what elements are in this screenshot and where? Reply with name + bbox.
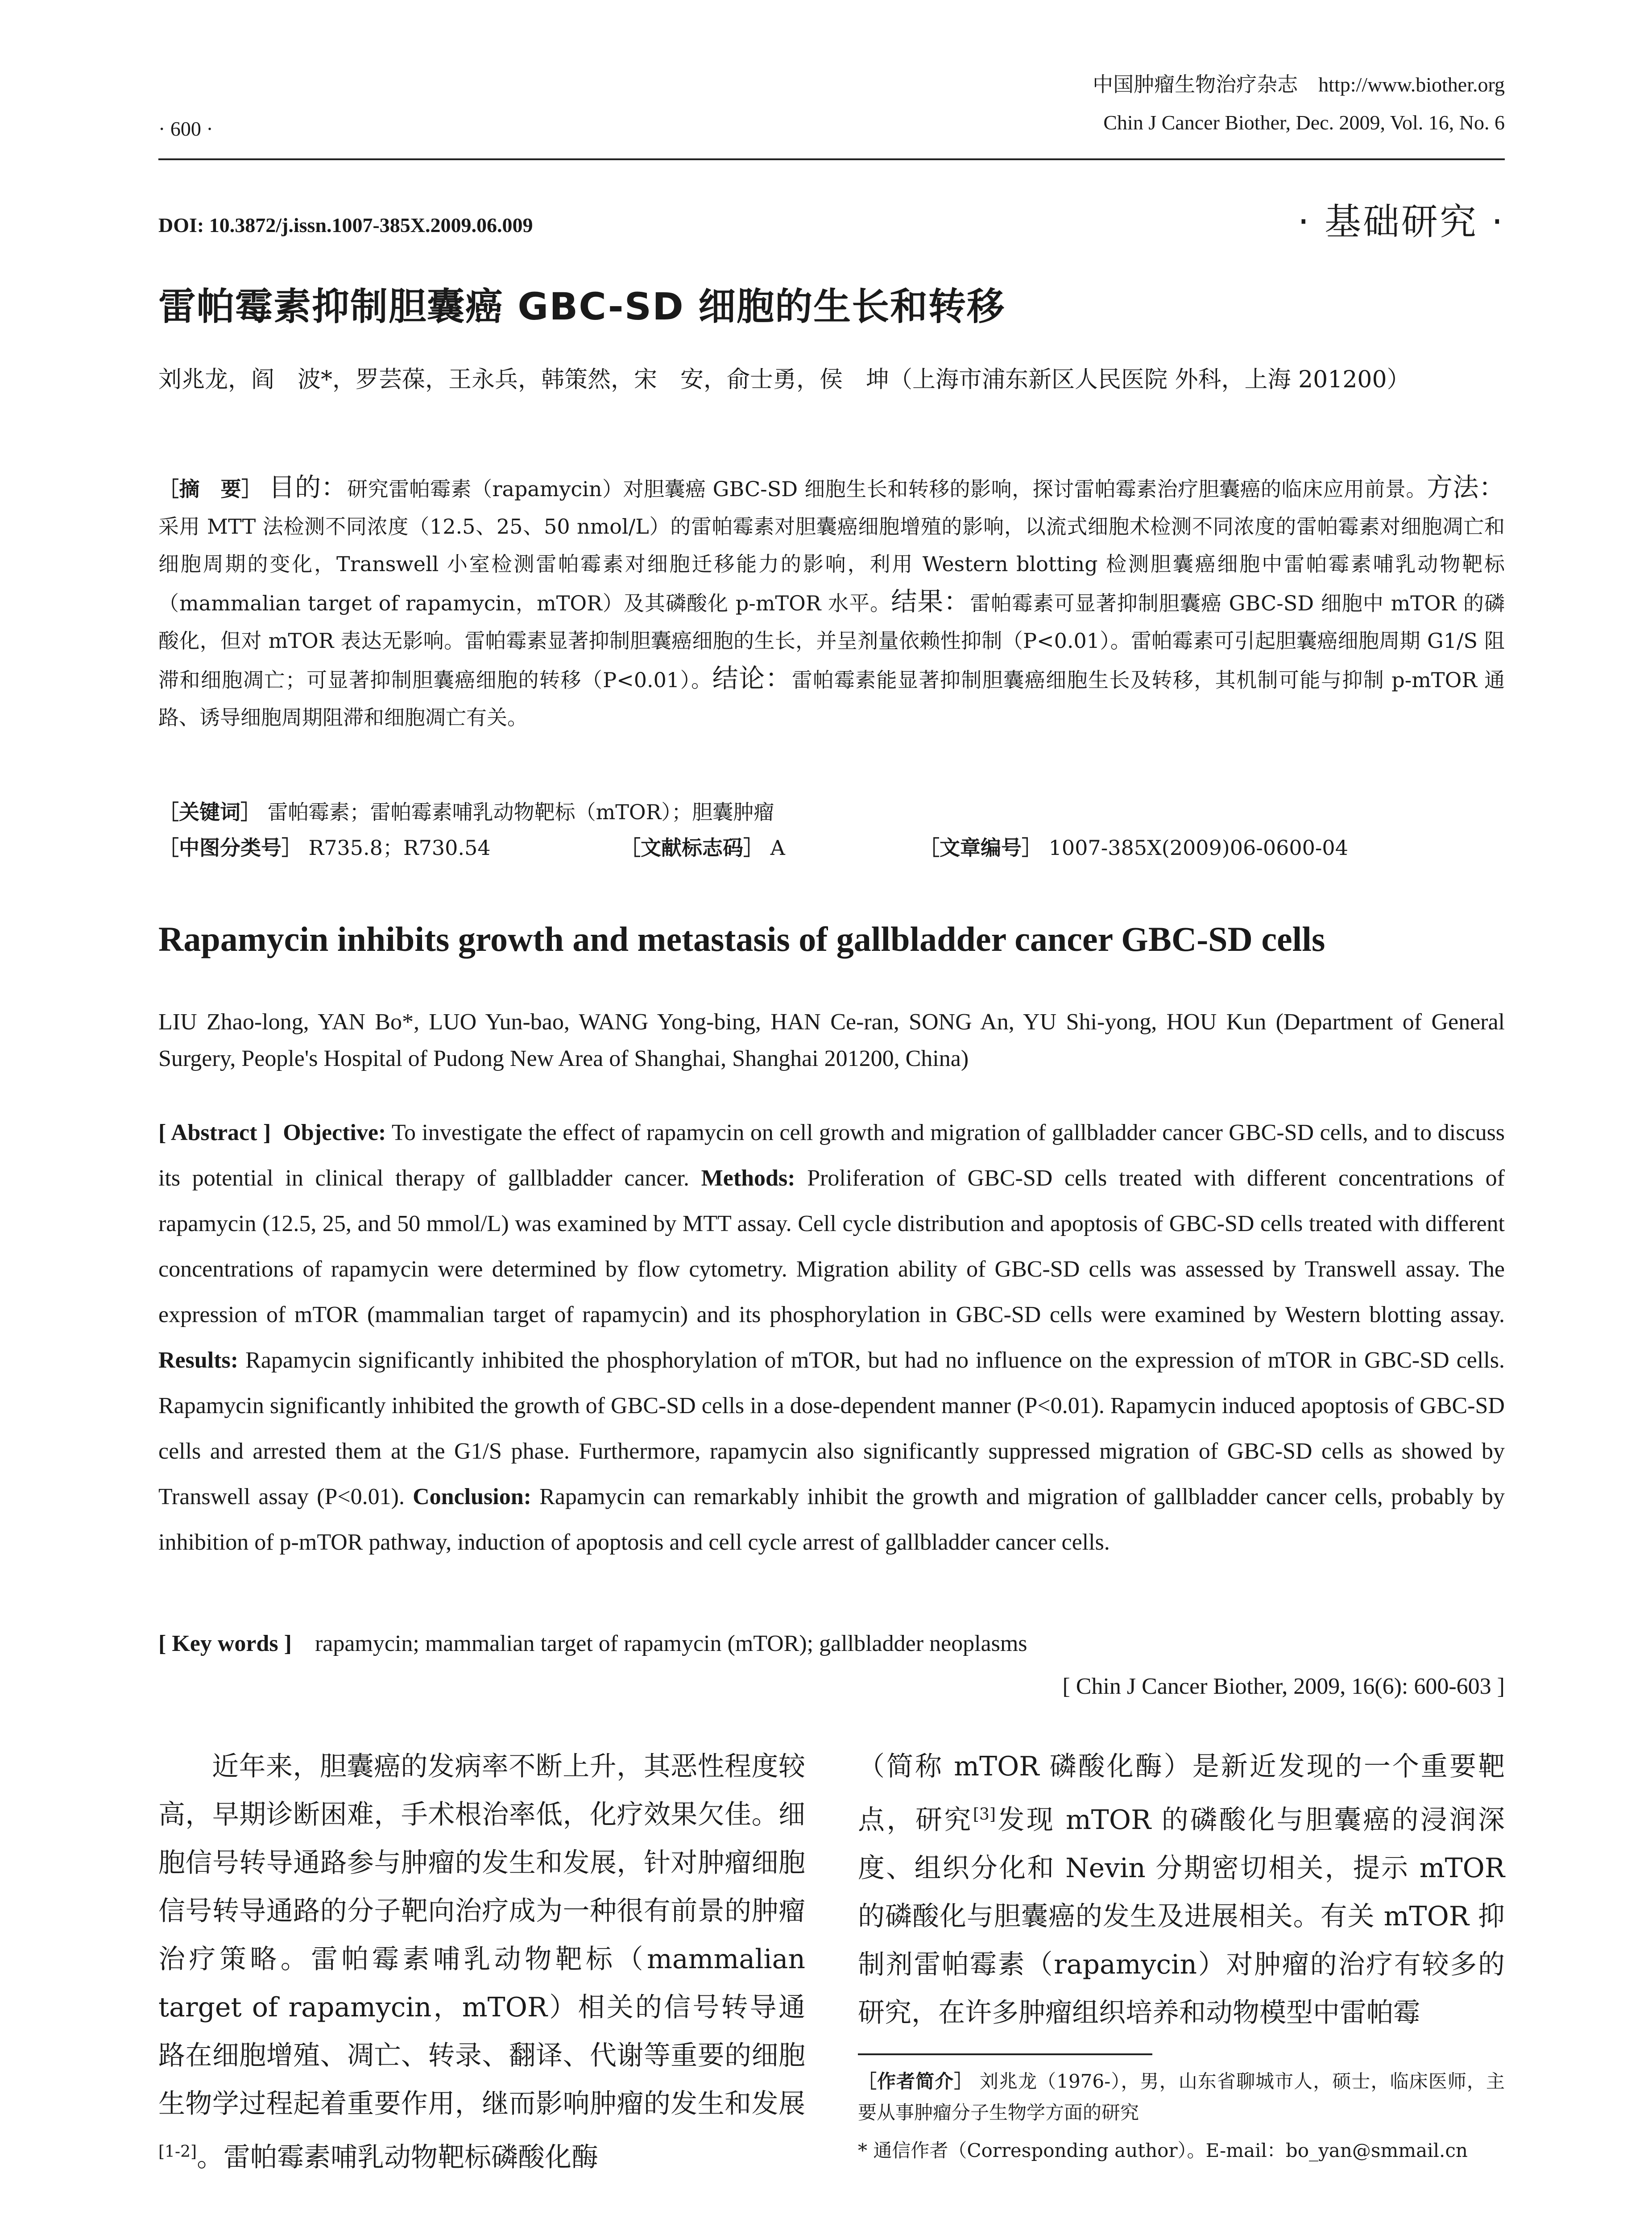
abstract-cn bbox=[158, 469, 1505, 736]
author-footnote bbox=[858, 2066, 1505, 2128]
ref-1-2: [1-2] bbox=[158, 2143, 197, 2161]
citation-en: [ Chin J Cancer Biother, 2009, 16(6): 600-603 ] bbox=[1062, 1674, 1505, 1699]
article-number bbox=[919, 830, 1348, 866]
corresponding-footnote: * 通信作者（Corresponding author）。E-mail：bo_yan@smmail.cn bbox=[858, 2140, 1468, 2161]
author-footnote-text: 刘兆龙（1976-），男，山东省聊城市人，硕士，临床医师，主要从事肿瘤分子生物学方面的研究 bbox=[858, 2070, 1505, 2123]
methods-en-label: Methods: bbox=[701, 1165, 795, 1191]
clc-label: ［中图分类号］ bbox=[158, 836, 302, 860]
doc-label: ［文献标志码］ bbox=[620, 836, 764, 860]
abstract-cn-label: ［摘 要］ bbox=[158, 477, 262, 501]
results-cn: 雷帕霉素可显著抑制胆囊癌 GBC-SD 细胞中 mTOR 的磷酸化，但对 mTOR 表达无影响。雷帕霉素显著抑制胆囊癌细胞的生长，并呈剂量依赖性抑制（P<0.01）。雷帕霉素可引起胆囊癌细胞周期 G1/S 阻滞和细胞凋亡；可显著抑制胆囊癌细胞的转移（P<0.01）。 bbox=[158, 591, 1505, 692]
keywords-en-label: [ Key words ] bbox=[158, 1631, 292, 1656]
conclusion-cn: 雷帕霉素能显著抑制胆囊癌细胞生长及转移，其机制可能与抑制 p-mTOR 通路、诱导细胞周期阻滞和细胞凋亡有关。 bbox=[158, 668, 1505, 730]
keywords-en bbox=[158, 1626, 1505, 1662]
objective-cn: 研究雷帕霉素（rapamycin）对胆囊癌 GBC-SD 细胞生长和转移的影响，探讨雷帕霉素治疗胆囊癌的临床应用前景。 bbox=[347, 477, 1427, 501]
doi: DOI: 10.3872/j.issn.1007-385X.2009.06.009 bbox=[158, 214, 533, 236]
results-cn-label: 结果： bbox=[891, 586, 970, 617]
methods-en: Proliferation of GBC-SD cells treated with different concentrations of rapamycin (12.5, 25, and 50 mmol/L) was examined by MTT assay. Cell cycle distribution and apoptosis of GBC-SD cells treated with different concentrations of rapamycin were determined by flow cytometry. Migration ability of GBC-SD cells was assessed by Transwell assay. The expression of mTOR (mammalian target of rapamycin) and its phosphorylation in GBC-SD cells were examined by Western blotting assay. bbox=[158, 1165, 1505, 1327]
body-left-tail: 。雷帕霉素哺乳动物靶标磷酸化酶 bbox=[197, 2142, 599, 2173]
body-right-text-b: 发现 mTOR 的磷酸化与胆囊癌的浸润深度、组织分化和 Nevin 分期密切相关，提示 mTOR 的磷酸化与胆囊癌的发生及进展相关。有关 mTOR 抑制剂雷帕霉素（rapamycin）对肿瘤的治疗有较多的研究，在许多肿瘤组织培养和动物模型中雷帕霉 bbox=[858, 1804, 1505, 2028]
article-value: 1007-385X(2009)06-0600-04 bbox=[1048, 836, 1348, 860]
keywords-cn-text: 雷帕霉素；雷帕霉素哺乳动物靶标（mTOR）；胆囊肿瘤 bbox=[267, 800, 774, 824]
title-cn: 雷帕霉素抑制胆囊癌 GBC-SD 细胞的生长和转移 bbox=[158, 285, 1006, 328]
title-en: Rapamycin inhibits growth and metastasis of gallbladder cancer GBC-SD cells bbox=[158, 920, 1325, 958]
keywords-en-text: rapamycin; mammalian target of rapamycin (mTOR); gallbladder neoplasms bbox=[315, 1631, 1027, 1656]
journal-header-cn: 中国肿瘤生物治疗杂志 http://www.biother.org bbox=[1093, 73, 1505, 96]
results-en: Rapamycin significantly inhibited the phosphorylation of mTOR, but had no influence on the expression of mTOR in GBC-SD cells. Rapamycin significantly inhibited the growth of GBC-SD cells in a dose-dependent manner (P<0.01). Rapamycin induced apoptosis of GBC-SD cells and arrested them at the G1/S phase. Furthermore, rapamycin also significantly suppressed migration of GBC-SD cells as showed by Transwell assay (P<0.01). bbox=[158, 1348, 1505, 1509]
objective-en: To investigate the effect of rapamycin on cell growth and migration of gallbladder cancer GBC-SD cells, and to discuss its potential in clinical therapy of gallbladder cancer. bbox=[158, 1120, 1505, 1191]
abstract-en bbox=[158, 1110, 1505, 1565]
body-left-text: 近年来，胆囊癌的发病率不断上升，其恶性程度较高，早期诊断困难，手术根治率低，化疗效果欠佳。细胞信号转导通路参与肿瘤的发生和发展，针对肿瘤细胞信号转导通路的分子靶向治疗成为一种很有前景的肿瘤治疗策略。雷帕霉素哺乳动物靶标（mammalian target of rapamycin，mTOR）相关的信号转导通路在细胞增殖、凋亡、转录、翻译、代谢等重要的细胞生物学过程起着重要作用，继而影响肿瘤的发生和发展 bbox=[158, 1751, 805, 2119]
methods-cn-label: 方法： bbox=[1427, 472, 1505, 502]
doc-code bbox=[620, 830, 785, 866]
conclusion-en-label: Conclusion: bbox=[413, 1484, 531, 1509]
results-en-label: Results: bbox=[158, 1348, 239, 1373]
body-right-text-a: （简称 mTOR 磷酸化酶）是新近发现的一个重要靶点，研究 bbox=[858, 1751, 1505, 1836]
authors-en: LIU Zhao-long, YAN Bo*, LUO Yun-bao, WANG Yong-bing, HAN Ce-ran, SONG An, YU Shi-yong, HOU Kun (Department of General Surgery, People's Hospital of Pudong New Area of Shanghai, Shanghai 201200, China) bbox=[158, 1009, 1505, 1071]
body-left-column bbox=[158, 1742, 805, 2181]
conclusion-cn-label: 结论： bbox=[712, 663, 792, 693]
doc-value: A bbox=[770, 836, 785, 860]
author-footnote-label: ［作者简介］ bbox=[858, 2070, 973, 2092]
objective-en-label: Objective: bbox=[283, 1120, 386, 1145]
keywords-cn bbox=[158, 794, 1505, 830]
keywords-cn-label: ［关键词］ bbox=[158, 800, 261, 824]
section-tag: · 基础研究 · bbox=[1297, 201, 1505, 243]
authors-cn: 刘兆龙，阎 波*，罗芸葆，王永兵，韩策然，宋 安，俞士勇，侯 坤（上海市浦东新区人民医院 外科，上海 201200） bbox=[158, 366, 1410, 393]
methods-cn: 采用 MTT 法检测不同浓度（12.5、25、50 nmol/L）的雷帕霉素对胆囊癌细胞增殖的影响，以流式细胞术检测不同浓度的雷帕霉素对细胞凋亡和细胞周期的变化，Transwell 小室检测雷帕霉素对细胞迁移能力的影响，利用 Western blotting 检测胆囊癌细胞中雷帕霉素哺乳动物靶标（mammalian target of rapamycin，mTOR）及其磷酸化 p-mTOR 水平。 bbox=[158, 514, 1505, 615]
body-right-column bbox=[858, 1742, 1505, 2037]
conclusion-en: Rapamycin can remarkably inhibit the growth and migration of gallbladder cancer cells, probably by inhibition of p-mTOR pathway, induction of apoptosis and cell cycle arrest of gallbladder cancer cells. bbox=[158, 1484, 1505, 1555]
article-label: ［文章编号］ bbox=[919, 836, 1042, 860]
header-rule bbox=[158, 158, 1505, 160]
page-number: · 600 · bbox=[158, 117, 213, 140]
ref-3: [3] bbox=[973, 1805, 996, 1824]
abstract-en-label: [ Abstract ] bbox=[158, 1120, 271, 1145]
footnote-rule bbox=[858, 2053, 1152, 2055]
objective-cn-label: 目的： bbox=[269, 472, 348, 502]
clc-value: R735.8；R730.54 bbox=[308, 836, 491, 860]
journal-header-en: Chin J Cancer Biother, Dec. 2009, Vol. 16, No. 6 bbox=[1103, 111, 1505, 134]
